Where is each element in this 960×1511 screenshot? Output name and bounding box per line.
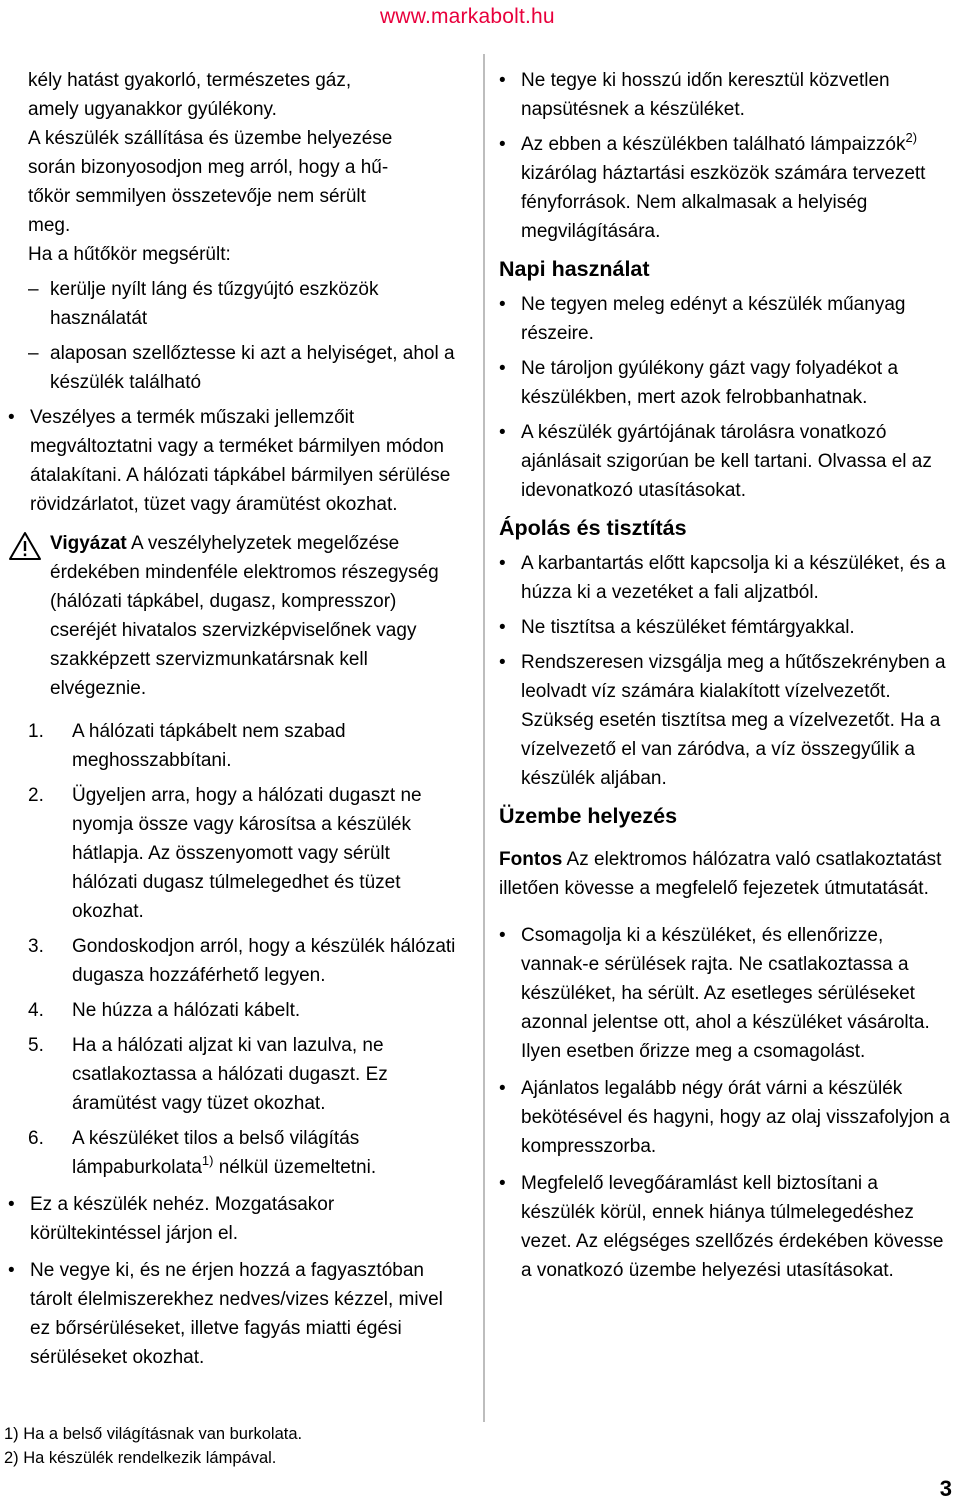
bullet-list-item	[499, 290, 951, 348]
bullet-item-text: Ne tegyen meleg edényt a készülék műanyag részeire.	[521, 294, 906, 344]
footnote: 1) Ha a belső világításnak van burkolata.	[4, 1425, 303, 1443]
section-heading-care: Ápolás és tisztítás	[499, 516, 687, 540]
footnote-ref: 2)	[905, 130, 918, 145]
bullet-item-text: Megfelelő levegőáramlást kell biztosítani a készülék körül, ennek hiánya túlmelegedéshez vezet. Az elégséges szellőzés érdekében kövesse a vonatkozó üzembe helyezési utasításokat.	[521, 1173, 944, 1281]
warning-triangle-icon	[8, 531, 42, 561]
numbered-list-item	[8, 781, 460, 926]
bullet-list-item	[499, 418, 951, 505]
bullet-marker: •	[499, 652, 506, 673]
numbered-item-text: A hálózati tápkábelt nem szabad meghosszabbítani.	[72, 721, 346, 771]
footnote-ref: 1)	[201, 1153, 214, 1168]
bullet-item-text-part: kizárólag háztartási eszközök számára tervezett fényforrások. Nem alkalmasak a helyiség megvilágítására.	[521, 163, 926, 242]
bullet-item-text: Rendszeresen vizsgálja meg a hűtőszekrényben a leolvadt víz számára kialakított vízelvezetőt. Szükség esetén tisztítsa meg a vízelvezetőt. Ha a vízelvezető el van záródva, a víz összegyűlik a készülék aljában.	[521, 652, 946, 789]
intro-line: során bizonyosodjon meg arról, hogy a hű-	[28, 157, 389, 178]
important-heading: Fontos	[499, 849, 563, 870]
numbered-list-item	[8, 717, 460, 775]
intro-line: kély hatást gyakorló, természetes gáz,	[28, 70, 352, 91]
dash-marker: –	[28, 343, 39, 364]
numbered-item-text-part: A készüléket tilos a belső világítás lámpaburkolata	[72, 1128, 360, 1178]
numbered-item-text: Gondoskodjon arról, hogy a készülék hálózati dugasza hozzáférhető legyen.	[72, 936, 456, 986]
list-number: 6.	[28, 1128, 44, 1149]
bullet-marker: •	[499, 925, 506, 946]
list-number: 3.	[28, 936, 44, 957]
list-number: 5.	[28, 1035, 44, 1056]
dash-item-text: alaposan szellőztesse ki azt a helyiséget, ahol a készülék található	[50, 343, 455, 393]
intro-line: amely ugyanakkor gyúlékony.	[28, 99, 277, 120]
list-number: 4.	[28, 1000, 44, 1021]
numbered-list-item	[8, 1124, 460, 1182]
numbered-list-item	[8, 932, 460, 990]
footnotes	[4, 1422, 464, 1470]
list-number: 2.	[28, 785, 44, 806]
bullet-marker: •	[499, 134, 506, 155]
dash-marker: –	[28, 279, 39, 300]
bullet-item-text: Ne vegye ki, és ne érjen hozzá a fagyasztóban tárolt élelmiszerekhez nedves/vizes kézzel, mivel ez bőrsérüléseket, illetve fagyás miatti égési sérüléseket okozhat.	[30, 1260, 443, 1368]
bullet-list-item	[499, 354, 951, 412]
dash-item-text: kerülje nyílt láng és tűzgyújtó eszközök használatát	[50, 279, 379, 329]
bullet-marker: •	[8, 1260, 15, 1281]
bullet-item-text: A karbantartás előtt kapcsolja ki a készüléket, és a húzza ki a vezetéket a fali aljzatból.	[521, 553, 946, 603]
important-text: Az elektromos hálózatra való csatlakoztatást illetően kövesse a megfelelő fejezetek útmutatását.	[499, 849, 942, 899]
bullet-marker: •	[499, 422, 506, 443]
dash-list-item	[8, 339, 460, 397]
list-number: 1.	[28, 721, 44, 742]
bullet-item-text	[521, 130, 926, 242]
numbered-item-text: Ha a hálózati aljzat ki van lazulva, ne csatlakoztassa a hálózati dugaszt. Ez áramütést vagy tüzet okozhat.	[72, 1035, 388, 1114]
warning-block	[8, 529, 460, 703]
left-column	[8, 66, 460, 1372]
warning-heading: Vigyázat	[50, 533, 127, 554]
bullet-marker: •	[499, 553, 506, 574]
numbered-item-text: Ügyeljen arra, hogy a hálózati dugaszt ne nyomja össze vagy károsítsa a készülék hátlapja. Az összenyomott vagy sérült hálózati dugasz túlmelegedhet és tüzet okozhat.	[72, 785, 422, 922]
warning-body: A veszélyhelyzetek megelőzése érdekében mindenféle elektromos részegység (hálózati tápkábel, dugasz, kompresszor) cseréjét hivatalos szervizképviselőnek vagy szakképzett szervizmunkatársnak kell elvégeznie.	[50, 533, 439, 699]
bullet-list-item	[499, 648, 951, 793]
bullet-item-text: Ne tároljon gyúlékony gázt vagy folyadékot a készülékben, mert azok felrobbanhatnak.	[521, 358, 899, 408]
bullet-list-item	[499, 1169, 951, 1285]
bullet-marker: •	[499, 70, 506, 91]
dash-list-item	[8, 275, 460, 333]
warning-text	[8, 529, 460, 703]
numbered-item-text: Ne húzza a hálózati kábelt.	[72, 1000, 301, 1021]
bullet-list-item	[499, 130, 951, 246]
numbered-item-text-part: nélkül üzemeltetni.	[213, 1157, 377, 1178]
numbered-list-item	[8, 996, 460, 1025]
bullet-marker: •	[499, 1173, 506, 1194]
bullet-list-item	[499, 66, 951, 124]
bullet-marker: •	[8, 407, 15, 428]
bullet-item-text-part: Az ebben a készülékben található lámpaizzók	[521, 134, 906, 155]
intro-text	[8, 66, 460, 269]
numbered-list-item	[8, 1031, 460, 1118]
bullet-item-text: A készülék gyártójának tárolásra vonatkozó ajánlásait szigorúan be kell tartani. Olvassa el az idevonatkozó utasításokat.	[521, 422, 932, 501]
right-column	[499, 66, 951, 1285]
numbered-item-text	[72, 1128, 376, 1178]
bullet-item-text: Ez a készülék nehéz. Mozgatásakor körültekintéssel járjon el.	[30, 1194, 335, 1244]
bullet-marker: •	[499, 294, 506, 315]
intro-line: A készülék szállítása és üzembe helyezése	[28, 128, 393, 149]
bullet-list-item	[8, 403, 460, 519]
bullet-item-text: Csomagolja ki a készüléket, és ellenőrizze, vannak-e sérülések rajta. Ne csatlakoztassa a készüléket, ha sérült. Az esetleges sérüléseket azonnal jelentse ott, ahol a készüléket vásárolta. Ilyen esetben őrizze meg a csomagolást.	[521, 925, 930, 1062]
bullet-marker: •	[499, 1078, 506, 1099]
bullet-marker: •	[499, 358, 506, 379]
bullet-item-text: Veszélyes a termék műszaki jellemzőit megváltoztatni vagy a terméket bármilyen módon átalakítani. A hálózati tápkábel bármilyen sérülése rövidzárlatot, tüzet vagy áramütést okozhat.	[30, 407, 451, 515]
intro-line: Ha a hűtőkör megsérült:	[28, 244, 231, 265]
bullet-list-item	[8, 1190, 460, 1248]
section-heading-daily-use: Napi használat	[499, 257, 650, 281]
important-note	[499, 845, 951, 903]
footnote: 2) Ha készülék rendelkezik lámpával.	[4, 1449, 277, 1467]
bullet-list-item	[499, 549, 951, 607]
bullet-item-text: Ajánlatos legalább négy órát várni a készülék bekötésével és hagyni, hogy az olaj visszafolyjon a kompresszorba.	[521, 1078, 950, 1157]
section-heading-installation: Üzembe helyezés	[499, 804, 678, 828]
bullet-list-item	[499, 1074, 951, 1161]
bullet-list-item	[8, 1256, 460, 1372]
bullet-item-text: Ne tegye ki hosszú időn keresztül közvetlen napsütésnek a készüléket.	[521, 70, 890, 120]
bullet-marker: •	[499, 617, 506, 638]
page-number: 3	[939, 1476, 952, 1501]
bullet-list-item	[499, 921, 951, 1066]
intro-line: tőkör semmilyen összetevője nem sérült	[28, 186, 366, 207]
bullet-list-item	[499, 613, 951, 642]
column-divider	[483, 54, 485, 1422]
site-url[interactable]: www.markabolt.hu	[380, 5, 555, 28]
bullet-item-text: Ne tisztítsa a készüléket fémtárgyakkal.	[521, 617, 855, 638]
bullet-marker: •	[8, 1194, 15, 1215]
intro-line: meg.	[28, 215, 71, 236]
